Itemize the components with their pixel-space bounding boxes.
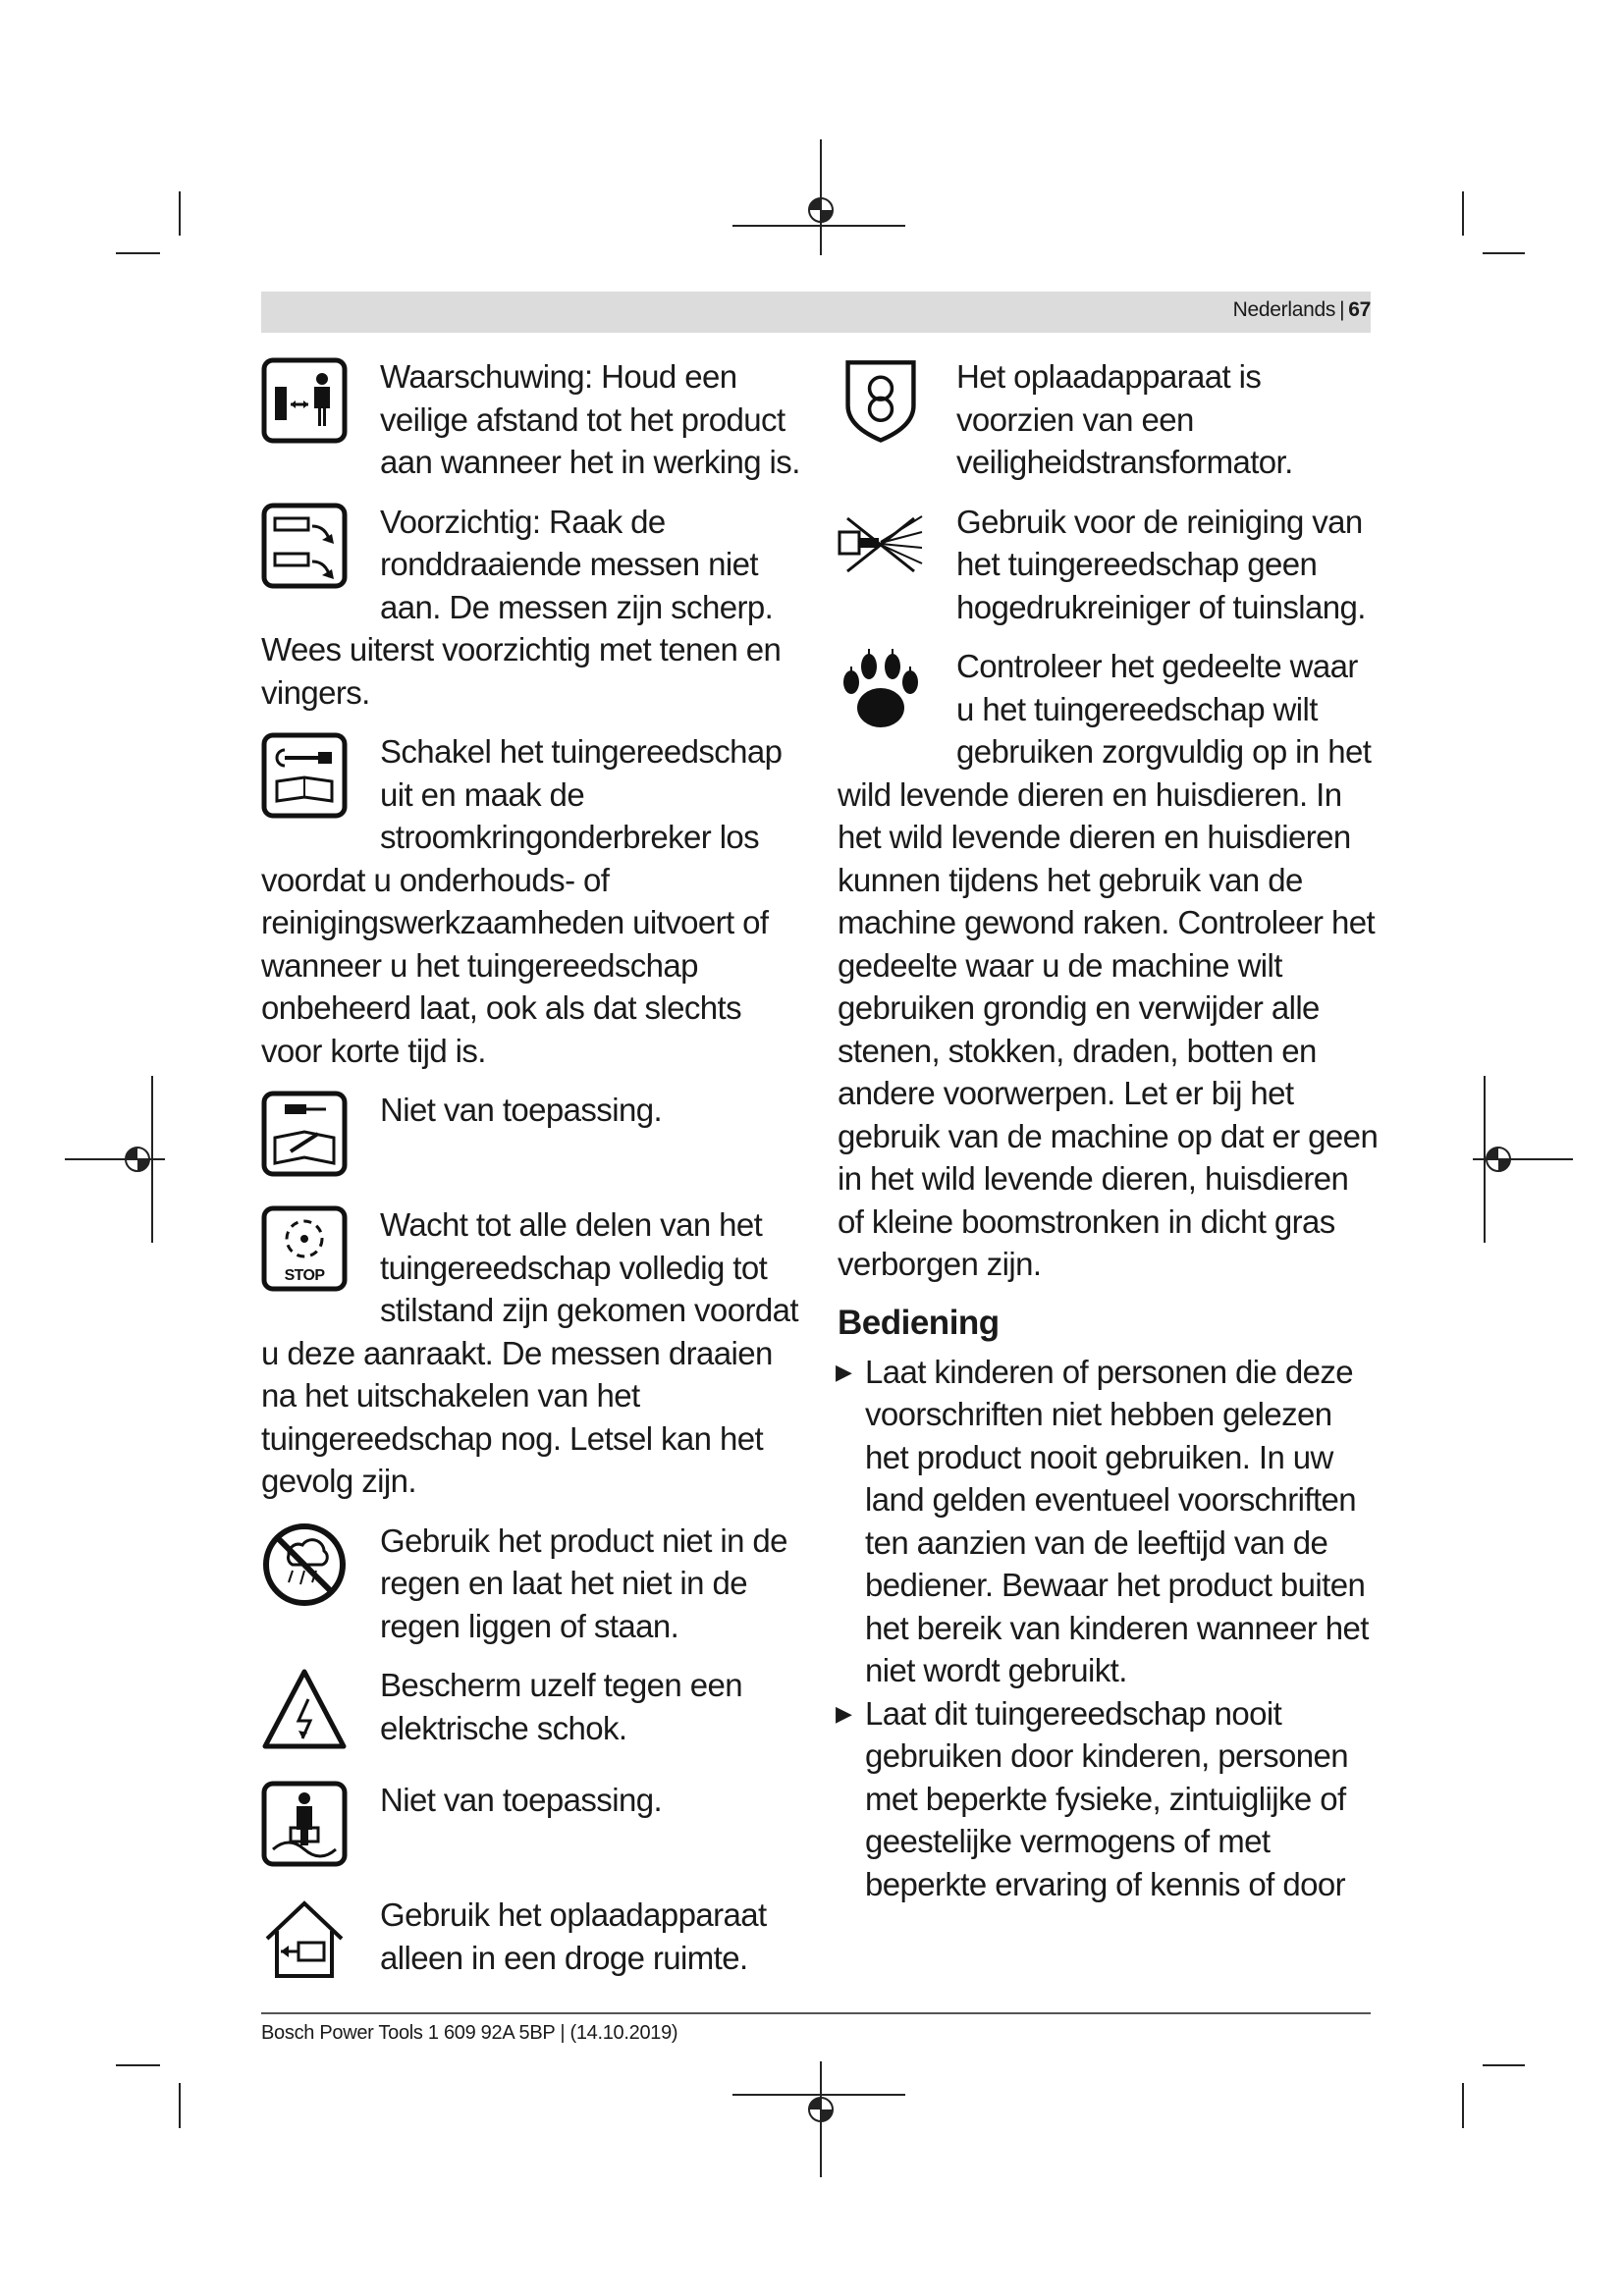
electric-shock-text: Bescherm uzelf tegen een elektrische schok. [380, 1667, 742, 1746]
no-water-jet-text: Gebruik voor de reiniging van het tuingereedschap geen hogedrukreiniger of tuinslang. [956, 503, 1366, 625]
not-applicable-1-text: Niet van toepassing. [380, 1092, 663, 1128]
transformer-text: Het oplaadapparaat is voorzien van een veiligheidstransformator. [956, 358, 1293, 480]
electric-shock-paragraph [261, 1664, 806, 1762]
blades-paragraph [261, 501, 806, 715]
no-rain-icon [261, 1522, 352, 1612]
indoor-charging-icon [261, 1896, 352, 1986]
list-item-text: Laat dit tuingereedschap nooit gebruiken door kinderen, personen met beperkte fysieke, zintuiglijke of geestelijke vermogens of met beperkte ervaring of kennis of door [865, 1694, 1349, 1902]
no-rain-text: Gebruik het product niet in de regen en laat het niet in de regen liggen of staan. [380, 1522, 787, 1644]
bullet-triangle-icon: ▶ [836, 1359, 852, 1384]
no-water-jet-paragraph [838, 501, 1382, 629]
warning-paragraph [261, 355, 806, 484]
wait-stop-text: Wacht tot alle delen van het tuingereedschap volledig tot stilstand zijn gekomen voordat u deze aanraakt. De messen draaien na het uitschakelen van het tuingereedschap nog. Letsel kan het gevolg zijn. [261, 1206, 798, 1499]
electric-shock-icon [261, 1666, 352, 1756]
transformer-paragraph [838, 355, 1382, 484]
page-number: 67 [1348, 298, 1371, 321]
page-footer: Bosch Power Tools 1 609 92A 5BP | (14.10.2019) [261, 2022, 678, 2044]
header-language: Nederlands [1232, 298, 1336, 321]
disconnect-text: Schakel het tuingereedschap uit en maak de stroomkringonderbreker los voordat u onderhouds- of reinigingswerkzaamheden uitvoert of wanneer u het tuingereedschap onbeheerd laat, ook als dat slechts voor korte tijd is. [261, 733, 783, 1069]
page-header [1233, 298, 1371, 322]
left-column [261, 355, 806, 2008]
distance-warning-icon [261, 357, 352, 448]
not-applicable-cable-icon [261, 1091, 352, 1181]
animal-text: Controleer het gedeelte waar u het tuingereedschap wilt gebruiken zorgvuldig op in het wild levende dieren en huisdieren. In het wild levende dieren en huisdieren kunnen tijdens het gebruik van de machine gewond raken. Controleer het gedeelte waar u de machine wilt gebruiken grondig en verwijder alle stenen, stokken, draden, botten en andere voorwerpen. Let er bij het gebruik van de machine op dat er geen in het wild levende dieren, huisdieren of kleine boomstronken in dicht gras verborgen zijn. [838, 648, 1379, 1282]
animal-paw-icon [838, 647, 928, 737]
right-column [838, 355, 1382, 1905]
wait-stop-icon [261, 1205, 352, 1296]
footer-divider [261, 2012, 1371, 2014]
no-water-jet-icon [838, 503, 928, 593]
indoor-charging-paragraph [261, 1894, 806, 1992]
section-heading: Bediening [838, 1303, 1000, 1342]
disconnect-manual-icon [261, 732, 352, 823]
list-item-text: Laat kinderen of personen die deze voorschriften niet hebben gelezen het product nooit gebruiken. In uw land gelden eventueel voorschriften ten aanzien van de leeftijd van de bediener. Bewaar het product buiten het bereik van kinderen wanneer het niet wordt gebruikt. [865, 1353, 1369, 1688]
list-item [838, 1351, 1382, 1692]
indoor-charging-text: Gebruik het oplaadapparaat alleen in een droge ruimte. [380, 1896, 767, 1976]
blades-text: Voorzichtig: Raak de ronddraaiende messen niet aan. De messen zijn scherp. Wees uiterst voorzichtig met tenen en vingers. [261, 503, 782, 711]
svg-text:STOP: STOP [284, 1267, 325, 1284]
person-cable-icon [261, 1781, 352, 1871]
header-bar [261, 292, 1371, 333]
operation-list [838, 1351, 1382, 1906]
not-applicable-1-paragraph [261, 1089, 806, 1187]
list-item [838, 1692, 1382, 1906]
no-rain-paragraph [261, 1520, 806, 1648]
safety-transformer-icon [838, 357, 928, 455]
wait-stop-paragraph [261, 1203, 806, 1503]
header-separator: | [1339, 298, 1345, 321]
not-applicable-2-text: Niet van toepassing. [380, 1782, 663, 1818]
animal-paragraph [838, 645, 1382, 1286]
bullet-triangle-icon: ▶ [836, 1700, 852, 1726]
warning-text: Waarschuwing: Houd een veilige afstand tot het product aan wanneer het in werking is. [380, 358, 800, 480]
rotating-blades-icon [261, 503, 352, 593]
not-applicable-2-paragraph [261, 1779, 806, 1877]
disconnect-paragraph [261, 730, 806, 1072]
